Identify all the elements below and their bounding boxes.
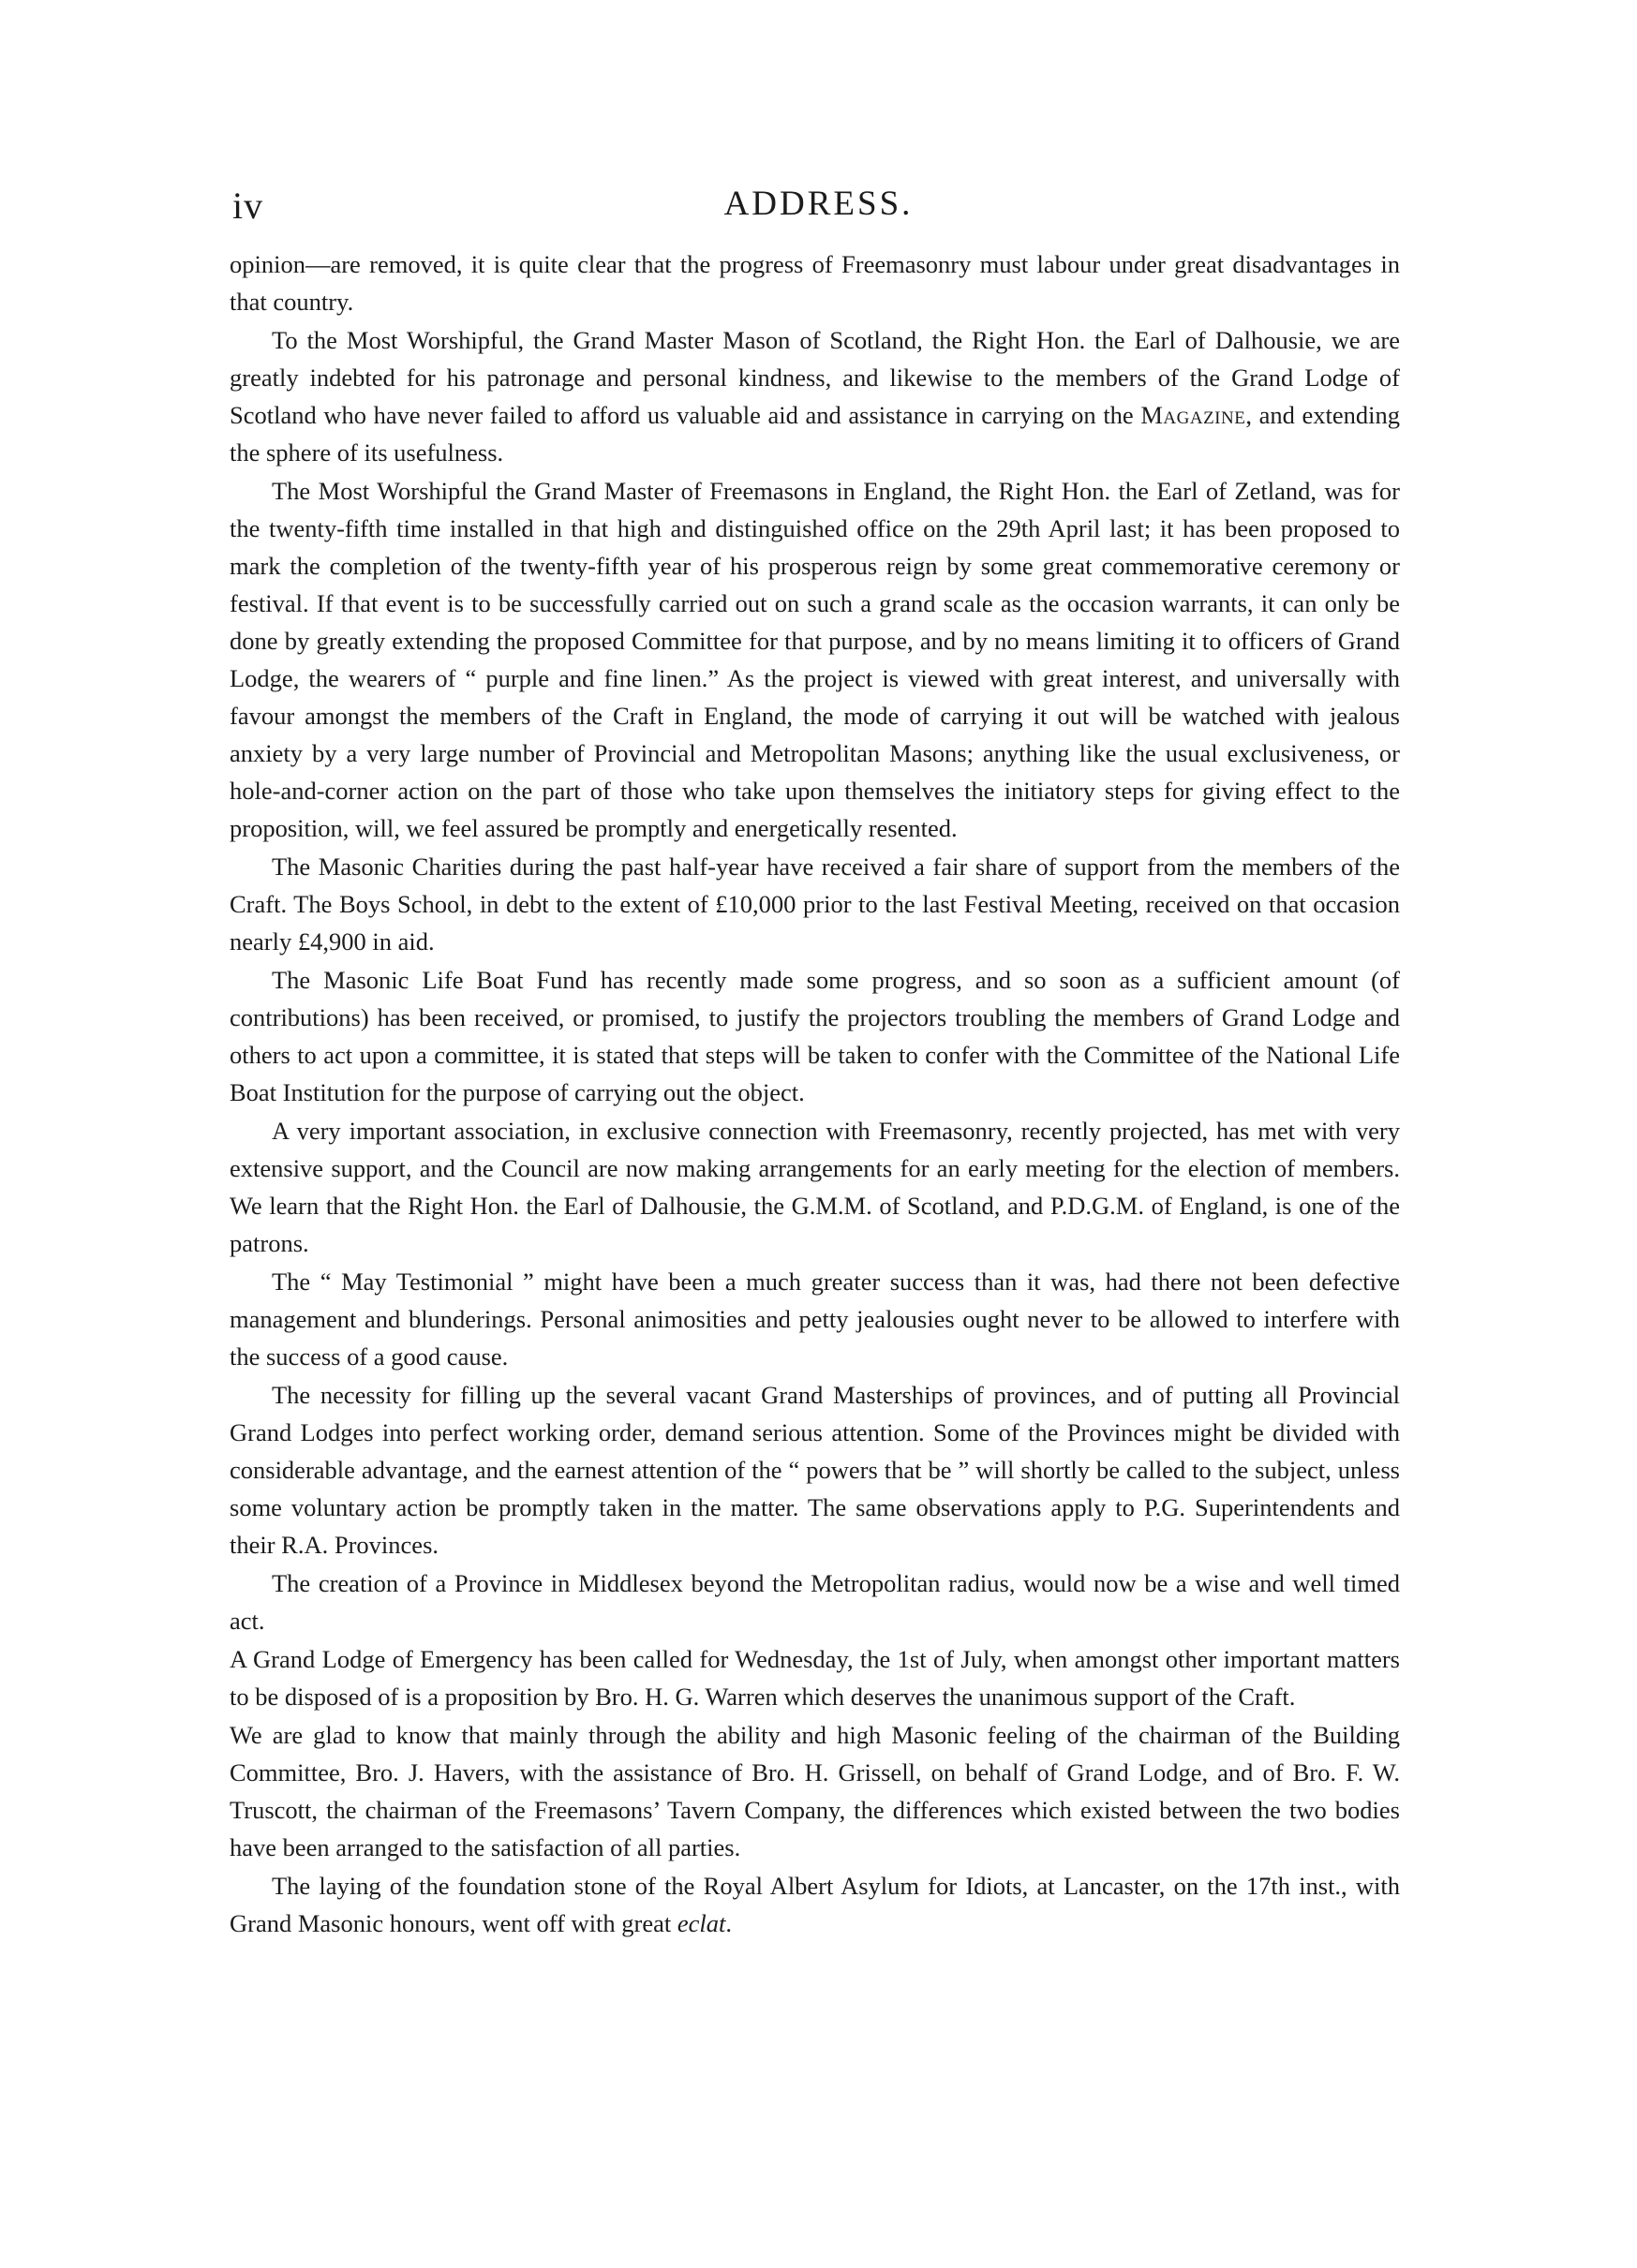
paragraph-albert-asylum (230, 1867, 1400, 1942)
paragraph-life-boat: The Masonic Life Boat Fund has recently made some progress, and so soon as a sufficient amount (of contributions) has been received, or promised, to justify the projectors troubling the members of Grand Lodge and others to act upon a committee, it is stated that steps will be taken to confer with the Committee of the National Life Boat Institution for the purpose of carrying out the object. (230, 966, 1400, 1106)
paragraph-albert-asylum-before: The laying of the foundation stone of the Royal Albert Asylum for Idiots, at Lancaster, on the 17th inst., with Grand Masonic honours, went off with great (230, 1872, 1400, 1937)
paragraph-scotland-after: , and extending the sphere of its usefulness. (230, 401, 1401, 467)
running-title: ADDRESS. (723, 185, 914, 223)
article-body (230, 245, 1400, 1943)
paragraph-zetland: The Most Worshipful the Grand Master of Freemasons in England, the Right Hon. the Earl of Zetland, was for the twenty-fifth time installed in that high and distinguished office on the 29th April last; it has been proposed to mark the completion of the twenty-fifth year of his prosperous reign by some great commemorative ceremony or festival. If that event is to be successfully carried out on such a grand scale as the occasion warrants, it can only be done by greatly extending the proposed Committee for that purpose, and by no means limiting it to officers of Grand Lodge, the wearers of “ purple and fine linen.” As the project is viewed with great interest, and universally with favour amongst the members of the Craft in England, the mode of carrying it out will be watched with jealous anxiety by a very large number of Provincial and Metropolitan Masons; anything like the usual exclusiveness, or hole-and-corner action on the part of those who take upon themselves the initiatory steps for giving effect to the proposition, will, we feel assured be promptly and energetically resented. (230, 477, 1400, 842)
paragraph-emergency: A Grand Lodge of Emergency has been called for Wednesday, the 1st of July, when amongst other important matters to be disposed of is a proposition by Bro. H. G. Warren which deserves the unanimous support of the Craft. (230, 1645, 1400, 1711)
paragraph-grand-masterships: The necessity for filling up the several vacant Grand Masterships of provinces, and of putting all Provincial Grand Lodges into perfect working order, demand serious attention. Some of the Provinces might be divided with considerable advantage, and the earnest attention of the “ powers that be ” will shortly be called to the subject, unless some voluntary action be promptly taken in the matter. The same observations apply to P.G. Superintendents and their R.A. Provinces. (230, 1381, 1400, 1559)
paragraph-scotland (230, 321, 1400, 471)
paragraph-may-testimonial: The “ May Testimonial ” might have been a much greater success than it was, had there not been defective management and blunderings. Personal animosities and petty jealousies ought never to be allowed to interfere with the success of a good cause. (230, 1267, 1400, 1371)
paragraph-association: A very important association, in exclusive connection with Freemasonry, recently projected, has met with very extensive support, and the Council are now making arrangements for an early meeting for the election of members. We learn that the Right Hon. the Earl of Dalhousie, the G.M.M. of Scotland, and P.D.G.M. of England, is one of the patrons. (230, 1117, 1400, 1257)
paragraph-opinion: opinion—are removed, it is quite clear that the progress of Freemasonry must labour under great disadvantages in that country. (230, 250, 1400, 316)
paragraph-middlesex: The creation of a Province in Middlesex beyond the Metropolitan radius, would now be a wise and well timed act. (230, 1569, 1400, 1635)
eclat-word: eclat (677, 1909, 726, 1937)
paragraph-scotland-before: To the Most Worshipful, the Grand Master Mason of Scotland, the Right Hon. the Earl of Dalhousie, we are greatly indebted for his patronage and personal kindness, and likewise to the members of the Grand Lodge of Scotland who have never failed to afford us valuable aid and assistance in carrying on the (230, 326, 1400, 429)
page-number: iv (232, 185, 264, 227)
magazine-title: Magazine (1140, 401, 1246, 429)
paragraph-building-committee: We are glad to know that mainly through the ability and high Masonic feeling of the chairman of the Building Committee, Bro. J. Havers, with the assistance of Bro. H. Grissell, on behalf of Grand Lodge, and of Bro. F. W. Truscott, the chairman of the Freemasons’ Tavern Company, the differences which existed between the two bodies have been arranged to the satisfaction of all parties. (230, 1721, 1400, 1861)
paragraph-charities: The Masonic Charities during the past half-year have received a fair share of support from the members of the Craft. The Boys School, in debt to the extent of £10,000 prior to the last Festival Meeting, received on that occasion nearly £4,900 in aid. (230, 852, 1400, 956)
paragraph-albert-asylum-after: . (725, 1909, 733, 1937)
